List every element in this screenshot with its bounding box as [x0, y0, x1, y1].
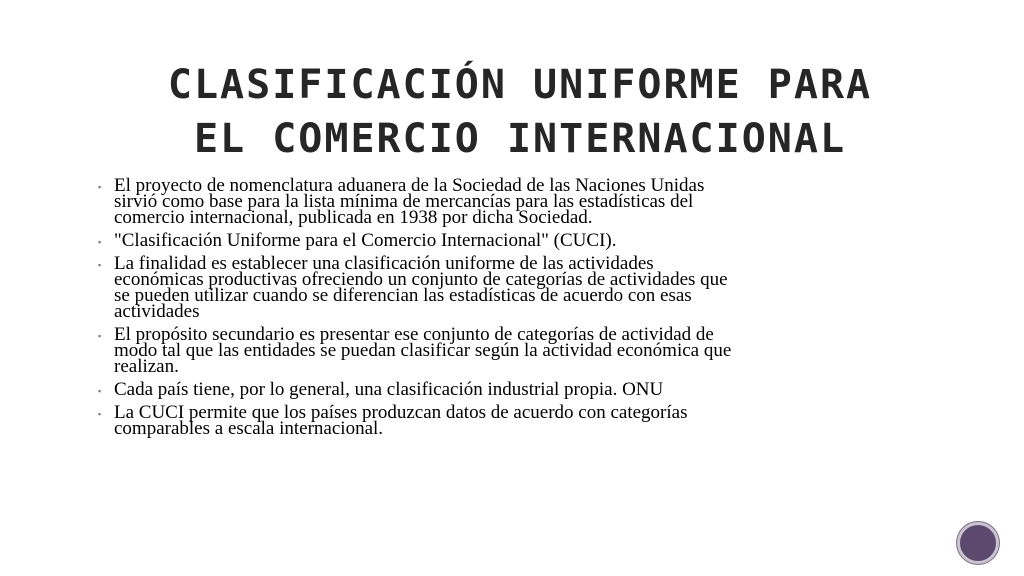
bullet-list: [96, 175, 926, 444]
slide-title-line: CLASIFICACIÓN UNIFORME PARA: [167, 62, 873, 108]
bullet-text-line: El propósito secundario es presentar ese conjunto de categorías de actividad de: [114, 324, 714, 345]
bullet-text-line: La finalidad es establecer una clasificación uniforme de las actividades: [114, 253, 654, 274]
square-bullet-icon: ▪: [98, 409, 102, 419]
bullet-text-line: Cada país tiene, por lo general, una clasificación industrial propia. ONU: [114, 379, 664, 400]
square-bullet-icon: ▪: [98, 182, 102, 192]
bullet-item: [96, 230, 926, 251]
bullet-text-line: sirvió como base para la lista mínima de mercancías para las estadísticas del: [114, 191, 694, 212]
square-bullet-icon: ▪: [98, 260, 102, 270]
bullet-text-line: El proyecto de nomenclatura aduanera de la Sociedad de las Naciones Unidas: [114, 175, 705, 196]
bullet-item: [96, 379, 926, 400]
bullet-text-line: económicas productivas ofreciendo un conjunto de categorías de actividades que: [114, 269, 728, 290]
bullet-text-line: realizan.: [114, 356, 179, 377]
slide-title: [80, 58, 960, 166]
bullet-item: [96, 175, 926, 228]
bullet-text-line: comparables a escala internacional.: [114, 418, 384, 439]
bullet-item: [96, 324, 926, 377]
bullet-text-line: comercio internacional, publicada en 1938 por dicha Sociedad.: [114, 207, 593, 228]
bullet-text-line: se pueden utilizar cuando se diferencian las estadísticas de acuerdo con esas: [114, 285, 692, 306]
slide-number-badge: [957, 522, 999, 564]
square-bullet-icon: ▪: [98, 331, 102, 341]
bullet-text-line: modo tal que las entidades se puedan clasificar según la actividad económica que: [114, 340, 732, 361]
bullet-text-line: "Clasificación Uniforme para el Comercio Internacional" (CUCI).: [114, 230, 617, 251]
bullet-text-line: La CUCI permite que los países produzcan datos de acuerdo con categorías: [114, 402, 688, 423]
slide-title-line: EL COMERCIO INTERNACIONAL: [193, 116, 847, 162]
bullet-item: [96, 402, 926, 439]
bullet-text-line: actividades: [114, 301, 200, 322]
bullet-item: [96, 253, 926, 322]
square-bullet-icon: ▪: [98, 237, 102, 247]
square-bullet-icon: ▪: [98, 386, 102, 396]
